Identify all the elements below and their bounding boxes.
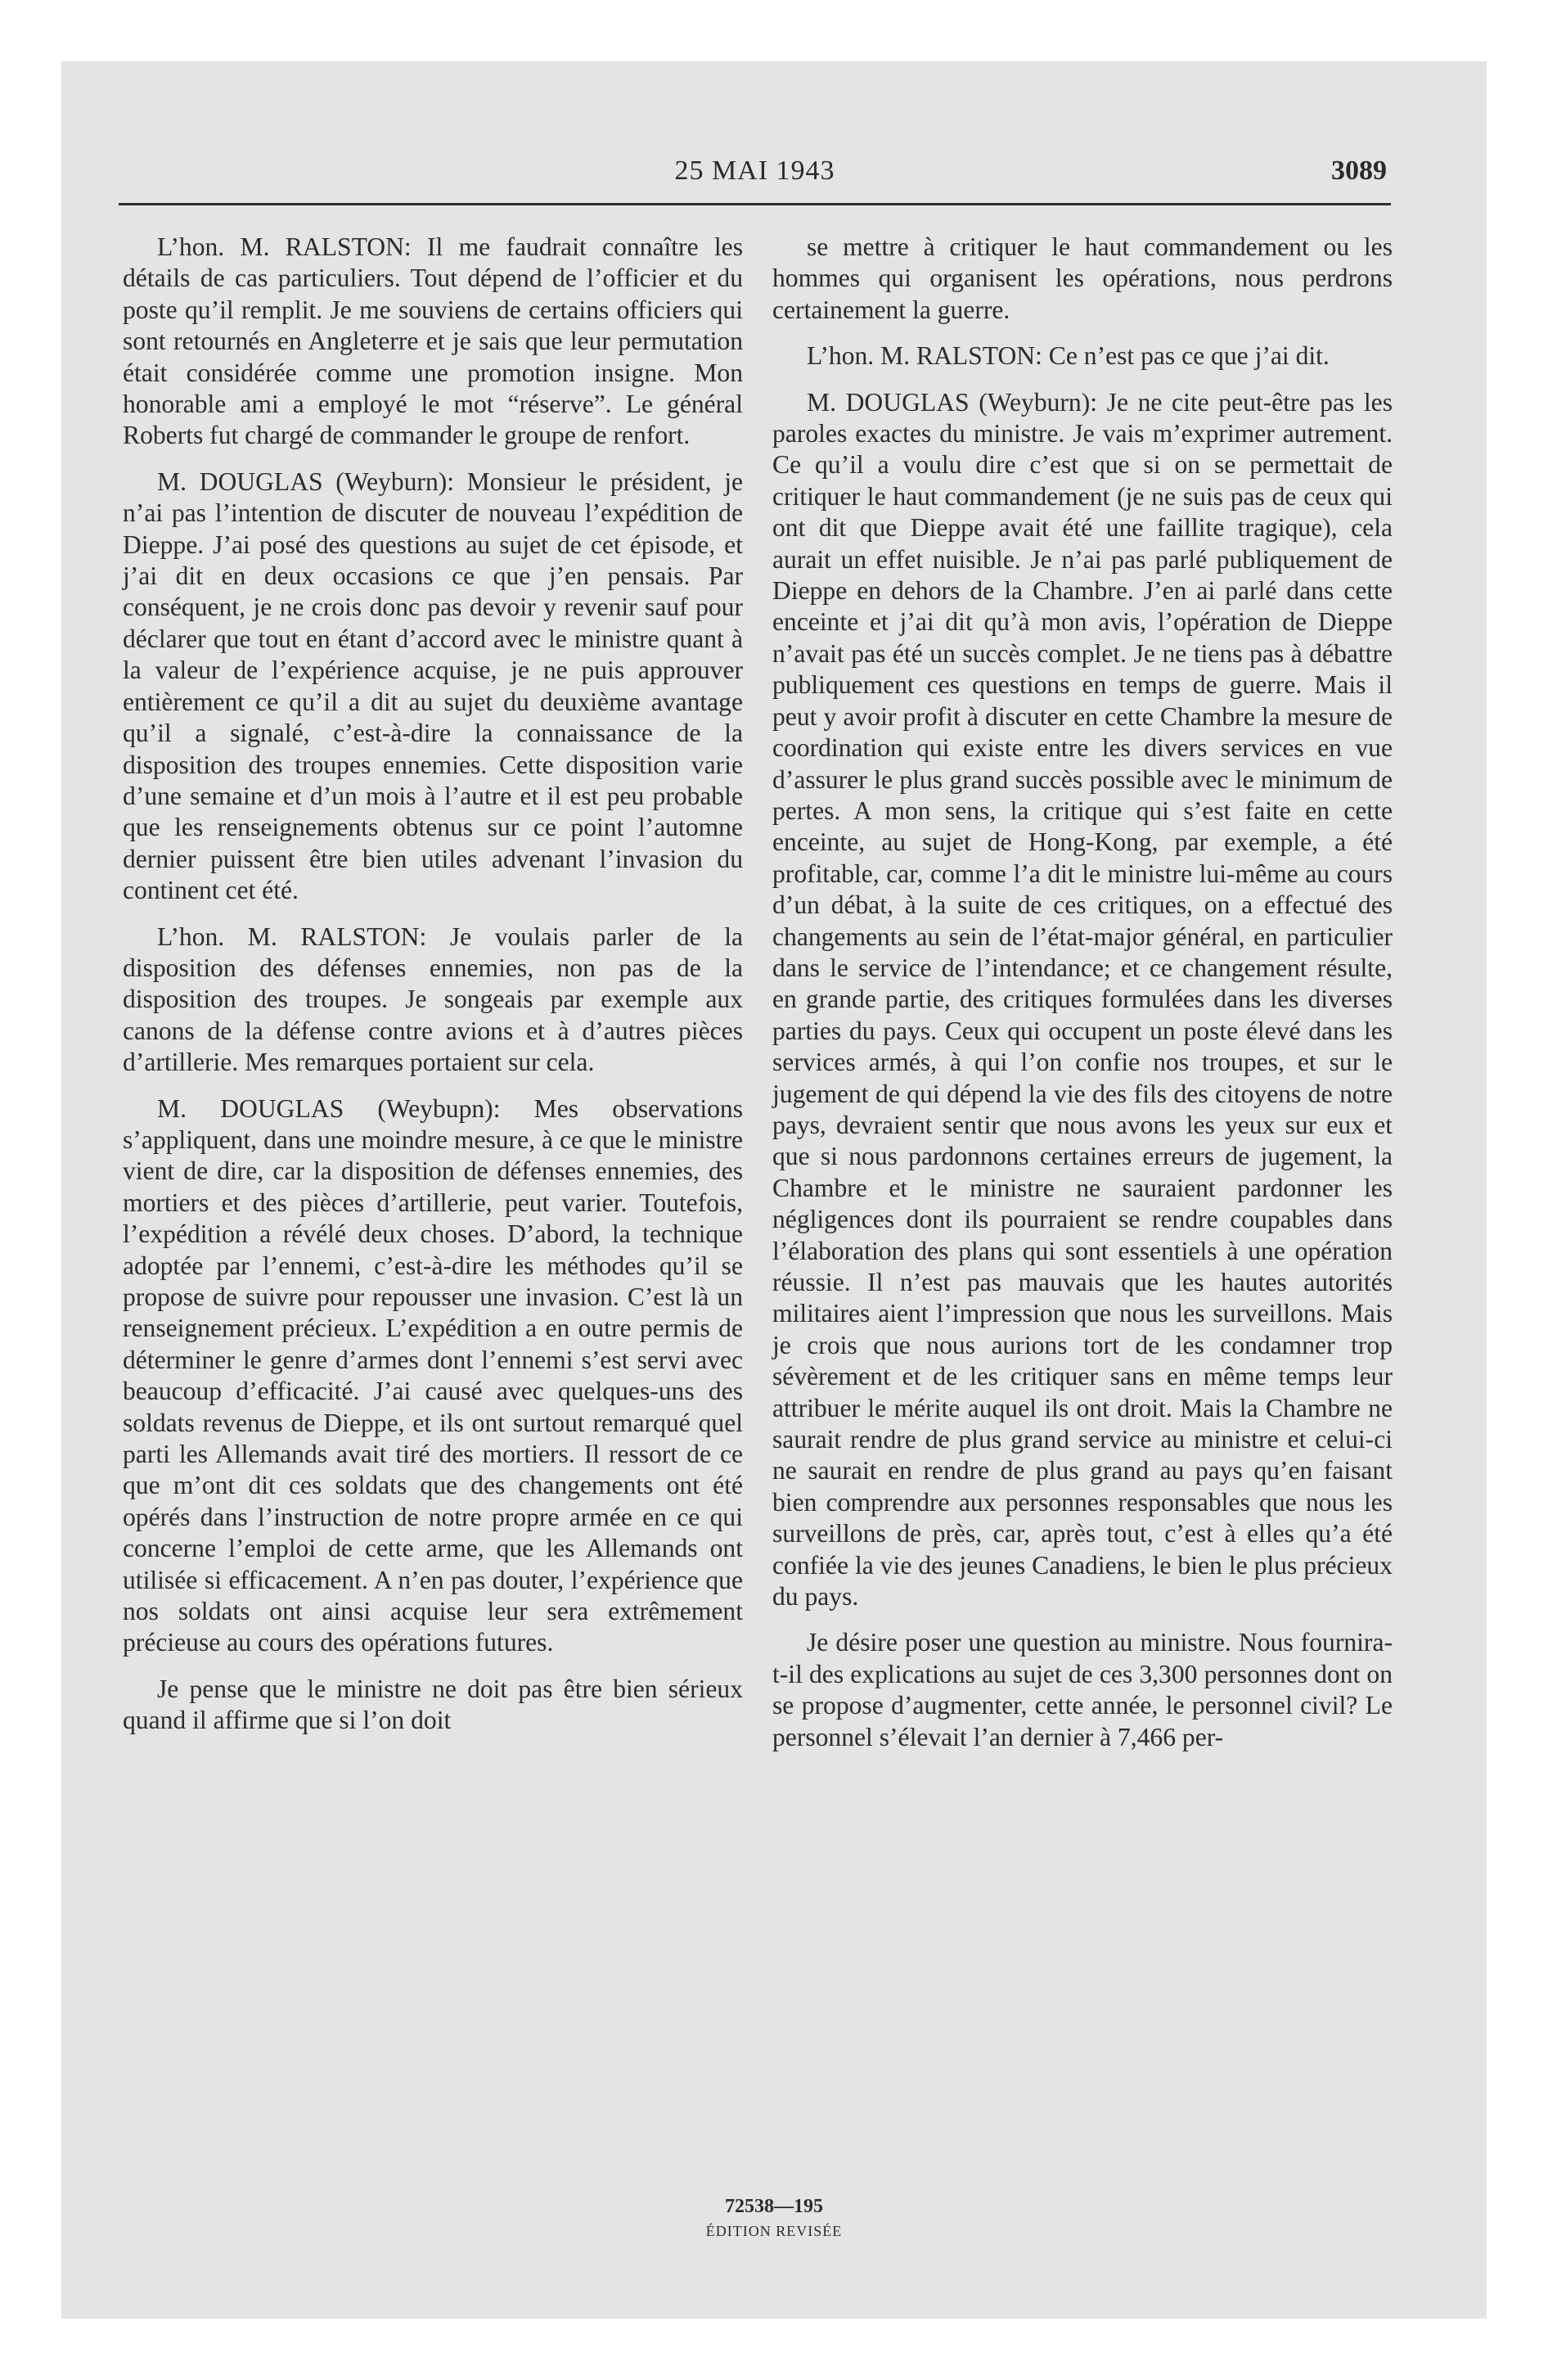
paragraph: M. DOUGLAS (Weyburn): Je ne cite peut-être pas les paroles exactes du ministre. Je vais m’exprimer autrement. Ce qu’il a voulu dire c’est que si on se permettait de critiquer le haut commandement (je ne suis pas de ceux qui ont dit que Dieppe avait été une faillite tragique), cela aurait un effet nuisible. Je n’ai pas parlé publiquement de Dieppe en dehors de la Chambre. J’en ai parlé dans cette enceinte et j’ai dit qu’à mon avis, l’opération de Dieppe n’avait pas été un succès complet. Je ne tiens pas à débattre publiquement ces questions en temps de guerre. Mais il peut y avoir profit à discuter en cette Chambre la mesure de coordination qui existe entre les divers services en vue d’assurer le plus grand succès possible avec le minimum de pertes. A mon sens, la critique qui s’est faite en cette enceinte, au sujet de Hong-Kong, par exemple, a été profitable, car, comme l’a dit le ministre lui-même au cours d’un débat, à la suite de ces critiques, on a effectué des changements au sein de l’état-major général, en particulier dans le service de l’intendance; et ce changement résulte, en grande partie, des critiques formulées dans les diverses parties du pays. Ceux qui occupent un poste élevé dans les services armés, à qui l’on confie nos troupes, et sur le jugement de qui dépend la vie des fils des citoyens de notre pays, devraient sentir que nous avons les yeux sur eux et que si nous pardonnons certaines erreurs de jugement, la Chambre et le ministre ne sauraient pardonner les négligences dont ils pourraient se rendre coupables dans l’élaboration des plans qui sont essentiels à une opération réussie. Il n’est pas mauvais que les hautes autorités militaires aient l’impression que nous les surveillons. Mais je crois que nous aurions tort de les condamner trop sévèrement et de les critiquer sans en même temps leur attribuer le mérite auquel ils ont droit. Mais la Chambre ne saurait rendre de plus grand service au ministre et celui-ci ne saurait en rendre de plus grand au pays qu’en faisant bien comprendre aux personnes responsables que nous les surveillons de près, car, après tout, c’est à elles qu’a été confiée la vie des jeunes Canadiens, le bien le plus précieux du pays. — [772, 387, 1393, 1611]
paragraph: Je désire poser une question au ministre. Nous fournira-t-il des explications au sujet de ces 3,300 personnes dont on se propose d’augmenter, cette année, le personnel civil? Le personnel s’élevait l’an dernier à 7,466 per- — [772, 1628, 1393, 1751]
footer-edition: ÉDITION REVISÉE — [705, 2223, 843, 2239]
header-rule — [119, 203, 1391, 205]
footer-code: 72538—195 — [725, 2196, 823, 2217]
left-column — [123, 232, 743, 1751]
page-header — [123, 156, 1387, 196]
right-column — [772, 232, 1393, 1768]
paragraph: L’hon. M. RALSTON: Il me faudrait connaître les détails de cas particuliers. Tout dépend de l’officier et du poste qu’il remplit. Je me souviens de certains officiers qui sont retournés en Angleterre et je sais que leur permutation était considérée comme une promotion insigne. Mon honorable ami a employé le mot “réserve”. Le général Roberts fut chargé de commander le groupe de renfort. — [123, 232, 743, 450]
header-date: 25 MAI 1943 — [674, 156, 835, 186]
paragraph: L’hon. M. RALSTON: Je voulais parler de la disposition des défenses ennemies, non pas de la disposition des troupes. Je songeais par exemple aux canons de la défense contre avions et à d’autres pièces d’artillerie. Mes remarques portaient sur cela. — [123, 922, 743, 1077]
page-number: 3089 — [1331, 156, 1387, 186]
paragraph: M. DOUGLAS (Weyburn): Monsieur le président, je n’ai pas l’intention de discuter de nouveau l’expédition de Dieppe. J’ai posé des questions au sujet de cet épisode, et j’ai dit en deux occasions ce que j’en pensais. Par conséquent, je ne crois donc pas devoir y revenir sauf pour déclarer que tout en étant d’accord avec le ministre quant à la valeur de l’expérience acquise, je ne puis approuver entièrement ce qu’il a dit au sujet du deuxième avantage qu’il a signalé, c’est-à-dire la connaissance de la disposition des troupes ennemies. Cette disposition varie d’une semaine et d’un mois à l’autre et il est peu probable que les renseignements obtenus sur ce point l’automne dernier puissent être bien utiles advenant l’invasion du continent cet été. — [123, 467, 743, 905]
paragraph: se mettre à critiquer le haut commandement ou les hommes qui organisent les opérations, nous perdrons certainement la guerre. — [772, 232, 1393, 324]
paragraph: M. DOUGLAS (Weybupn): Mes observations s’appliquent, dans une moindre mesure, à ce que le ministre vient de dire, car la disposition de défenses ennemies, des mortiers et des pièces d’artillerie, peut varier. Toutefois, l’expédition a révélé deux choses. D’abord, la technique adoptée par l’ennemi, c’est-à-dire les méthodes qu’il se propose de suivre pour repousser une invasion. C’est là un renseignement précieux. L’expédition a en outre permis de déterminer le genre d’armes dont l’ennemi s’est servi avec beaucoup d’efficacité. J’ai causé avec quelques-uns des soldats revenus de Dieppe, et ils ont surtout remarqué quel parti les Allemands avait tiré des mortiers. Il ressort de ce que m’ont dit ces soldats que des changements ont été opérés dans l’instruction de notre propre armée en ce qui concerne l’emploi de cette arme, que les Allemands ont utilisée si efficacement. A n’en pas douter, l’expérience que nos soldats ont ainsi acquise leur sera extrêmement précieuse au cours des opérations futures. — [123, 1093, 743, 1657]
paragraph: Je pense que le ministre ne doit pas être bien sérieux quand il affirme que si l’on doit — [123, 1674, 743, 1735]
paragraph: L’hon. M. RALSTON: Ce n’est pas ce que j’ai dit. — [807, 341, 1330, 371]
